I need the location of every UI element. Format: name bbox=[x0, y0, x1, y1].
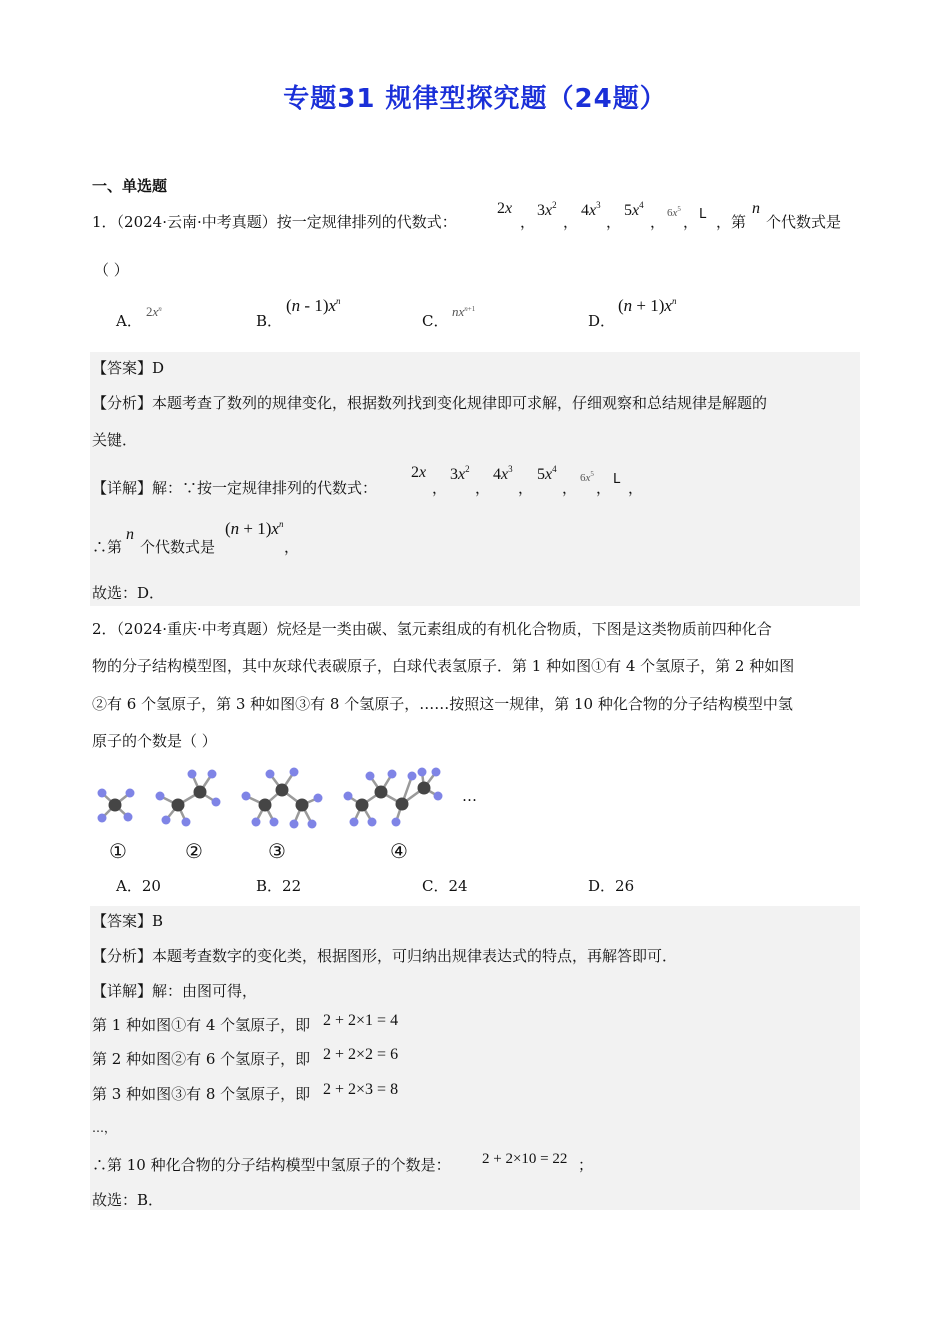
q1-conclusion-mid: 个代数式是 bbox=[140, 538, 216, 556]
q1-detail-term-3: $4x^3$ bbox=[493, 464, 513, 483]
molecule-figure bbox=[90, 760, 490, 840]
q2-stem-line3: ②有 6 个氢原子，第 3 种如图③有 8 个氢原子，……按照这一规律，第 10 种化合物的分子结构模型中氢 bbox=[92, 695, 793, 713]
comma: ， bbox=[650, 213, 666, 231]
q1-n: n bbox=[752, 200, 760, 217]
q1-term-5: $6x^5$ bbox=[667, 205, 681, 219]
figure-label-4: ④ bbox=[390, 839, 408, 863]
q2-step-1: 第 1 种如图①有 4 个氢原子，即 bbox=[92, 1016, 311, 1034]
comma: ， bbox=[562, 479, 578, 497]
q1-option-d-label: D． bbox=[588, 312, 616, 330]
q2-stem-line4: 原子的个数是（ ） bbox=[92, 732, 217, 750]
q1-stem: 1．（2024·云南·中考真题）按一定规律排列的代数式： bbox=[92, 213, 457, 231]
q1-term-2: $3x^2$ bbox=[537, 200, 557, 219]
q1-conclusion: ∴第 bbox=[92, 538, 123, 556]
q1-option-b-label: B． bbox=[256, 312, 283, 330]
q1-conclusion-n: n bbox=[126, 526, 134, 543]
q2-choose: 故选：B． bbox=[92, 1191, 164, 1209]
comma: ， bbox=[432, 479, 448, 497]
q1-detail-term-2: $3x^2$ bbox=[450, 464, 470, 483]
q1-detail-term-4: $5x^4$ bbox=[537, 464, 557, 483]
q2-step-3-expr: 2 + 2×3 = 8 bbox=[323, 1081, 399, 1098]
q1-stem-end: ，第 bbox=[716, 213, 747, 231]
q1-option-c-label: C． bbox=[422, 312, 449, 330]
q1-term-1: 2x bbox=[497, 200, 513, 217]
q2-stem-line2: 物的分子结构模型图，其中灰球代表碳原子，白球代表氢原子．第 1 种如图①有 4 个氢原子，第 2 种如图 bbox=[92, 657, 795, 675]
q1-option-b: $(n - 1)x^n$ bbox=[286, 296, 341, 315]
comma: ， bbox=[606, 213, 622, 231]
q1-detail-term-1: 2x bbox=[411, 464, 427, 481]
q2-conclusion-end: ； bbox=[578, 1156, 594, 1174]
q1-conclusion-expr: $(n + 1)x^n$ bbox=[225, 519, 284, 538]
comma: ， bbox=[596, 479, 612, 497]
figure-label-1: ① bbox=[109, 839, 127, 863]
comma: ， bbox=[518, 479, 534, 497]
q1-term-4: $5x^4$ bbox=[624, 200, 644, 219]
q1-option-a: $2x^n$ bbox=[146, 304, 162, 319]
figure-ellipsis: … bbox=[462, 787, 477, 805]
q2-dots: …， bbox=[92, 1121, 117, 1135]
q2-option-b: B．22 bbox=[256, 877, 302, 895]
q2-option-d: D．26 bbox=[588, 877, 635, 895]
q2-conclusion: ∴第 10 种化合物的分子结构模型中氢原子的个数是： bbox=[92, 1156, 451, 1174]
q2-option-c: C．24 bbox=[422, 877, 468, 895]
q2-step-2-expr: 2 + 2×2 = 6 bbox=[323, 1046, 399, 1063]
q2-stem: 2．（2024·重庆·中考真题）烷烃是一类由碳、氢元素组成的有机化合物质，下图是这类物质前四种化合 bbox=[92, 620, 772, 638]
figure-label-2: ② bbox=[185, 839, 203, 863]
q1-stem-end2: 个代数式是 bbox=[766, 213, 842, 231]
q1-option-d: $(n + 1)x^n$ bbox=[618, 296, 677, 315]
comma: ， bbox=[683, 213, 699, 231]
q1-analysis-cont: 关键． bbox=[92, 431, 138, 449]
q1-paren: （ ） bbox=[94, 261, 129, 279]
q2-conclusion-expr: 2 + 2×10 = 22 bbox=[482, 1151, 568, 1167]
comma: ， bbox=[520, 213, 536, 231]
q1-detail-term-5: $6x^5$ bbox=[580, 470, 594, 484]
figure-label-3: ③ bbox=[268, 839, 286, 863]
q1-option-a-label: A． bbox=[116, 312, 142, 330]
q1-term-3: $4x^3$ bbox=[581, 200, 601, 219]
comma: ， bbox=[475, 479, 491, 497]
comma: ， bbox=[628, 479, 644, 497]
q2-analysis: 【分析】本题考查数字的变化类，根据图形，可归纳出规律表达式的特点，再解答即可． bbox=[92, 947, 678, 965]
page-title: 专题31 规律型探究题（24题） bbox=[283, 84, 667, 114]
q1-analysis: 【分析】本题考查了数列的规律变化，根据数列找到变化规律即可求解，仔细观察和总结规律是解题的 bbox=[92, 394, 768, 412]
q2-answer: 【答案】B bbox=[92, 912, 164, 930]
q1-option-c: $nx^{n+1}$ bbox=[452, 304, 476, 319]
q2-detail: 【详解】解：由图可得， bbox=[92, 982, 258, 1000]
q1-ellipsis-symbol: L bbox=[699, 207, 707, 222]
section-heading: 一、单选题 bbox=[92, 177, 168, 195]
q1-choose: 故选：D． bbox=[92, 584, 165, 602]
q1-answer: 【答案】D bbox=[92, 359, 165, 377]
q1-detail: 【详解】解：∵按一定规律排列的代数式： bbox=[92, 479, 378, 497]
q2-step-2: 第 2 种如图②有 6 个氢原子，即 bbox=[92, 1050, 311, 1068]
q2-step-1-expr: 2 + 2×1 = 4 bbox=[323, 1012, 399, 1029]
comma: ， bbox=[284, 538, 300, 556]
q2-step-3: 第 3 种如图③有 8 个氢原子，即 bbox=[92, 1085, 311, 1103]
comma: ， bbox=[563, 213, 579, 231]
q1-detail-ellipsis: L bbox=[613, 472, 621, 487]
q2-option-a: A．20 bbox=[116, 877, 161, 895]
